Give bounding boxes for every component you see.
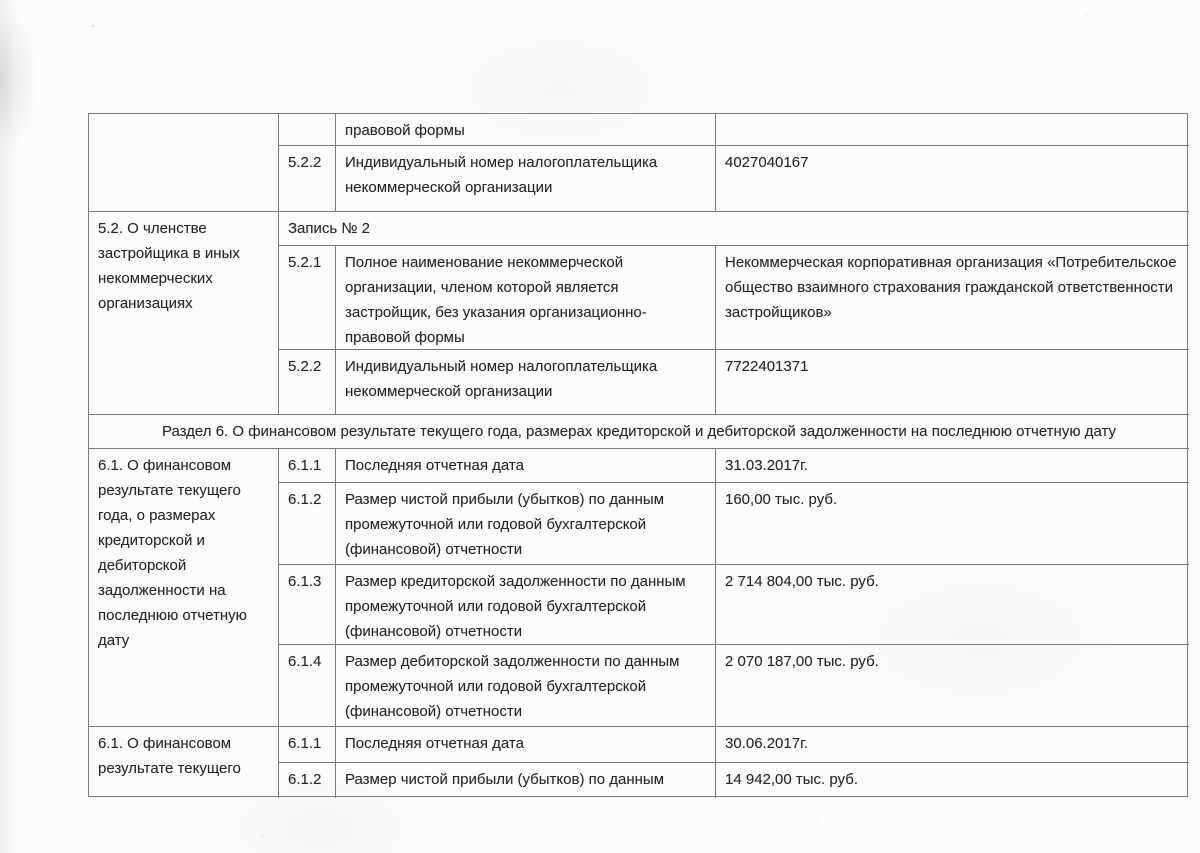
row-label-cell: Индивидуальный номер налогоплательщика некоммерческой организации [336,350,716,415]
row-value-cell [716,114,1189,146]
row-value-cell: 160,00 тыс. руб. [716,483,1189,565]
row-label-cell: Размер кредиторской задолженности по данным промежуточной или годовой бухгалтерской (финансовой) отчетности [336,565,716,645]
row-label-cell: правовой формы [336,114,716,146]
row-label-cell: Полное наименование некоммерческой организации, членом которой является застройщик, без указания организационно-правовой формы [336,246,716,350]
row-number-cell: 6.1.2 [279,483,336,565]
row-label-cell: Размер чистой прибыли (убытков) по данным [336,763,716,798]
category-cell-empty [89,114,279,212]
row-value-cell: 2 714 804,00 тыс. руб. [716,565,1189,645]
row-number-cell: 6.1.1 [279,727,336,763]
row-label-cell: Индивидуальный номер налогоплательщика некоммерческой организации [336,146,716,212]
category-cell-6-1-q2: 6.1. О финансовом результате текущего [89,727,279,798]
row-number-cell: 5.2.2 [279,350,336,415]
row-label-cell: Последняя отчетная дата [336,449,716,483]
category-cell-6-1-q1: 6.1. О финансовом результате текущего года, о размерах кредиторской и дебиторской задолженности на последнюю отчетную дату [89,449,279,727]
row-value-cell: 31.03.2017г. [716,449,1189,483]
row-value-cell: 30.06.2017г. [716,727,1189,763]
row-number-cell: 6.1.2 [279,763,336,798]
category-cell-5-2: 5.2. О членстве застройщика в иных некоммерческих организациях [89,212,279,415]
row-label-cell: Размер чистой прибыли (убытков) по данным промежуточной или годовой бухгалтерской (финансовой) отчетности [336,483,716,565]
row-label-cell: Последняя отчетная дата [336,727,716,763]
row-number-cell [279,114,336,146]
row-number-cell: 6.1.3 [279,565,336,645]
record-header-cell: Запись № 2 [279,212,1189,246]
row-number-cell: 5.2.2 [279,146,336,212]
row-value-cell: 2 070 187,00 тыс. руб. [716,645,1189,727]
row-number-cell: 5.2.1 [279,246,336,350]
disclosure-table [88,113,1188,797]
section-header-cell: Раздел 6. О финансовом результате текущего года, размерах кредиторской и дебиторской задолженности на последнюю отчетную дату [89,415,1189,449]
row-value-cell: 14 942,00 тыс. руб. [725,771,858,788]
row-label-cell: Размер дебиторской задолженности по данным промежуточной или годовой бухгалтерской (финансовой) отчетности [336,645,716,727]
row-value-cell: 7722401371 [716,350,1189,415]
row-number-cell: 6.1.4 [279,645,336,727]
row-value-cell: 4027040167 [716,146,1189,212]
row-number-cell: 6.1.1 [279,449,336,483]
row-value-cell: Некоммерческая корпоративная организация «Потребительское общество взаимного страхования гражданской ответственности застройщиков» [716,246,1189,350]
